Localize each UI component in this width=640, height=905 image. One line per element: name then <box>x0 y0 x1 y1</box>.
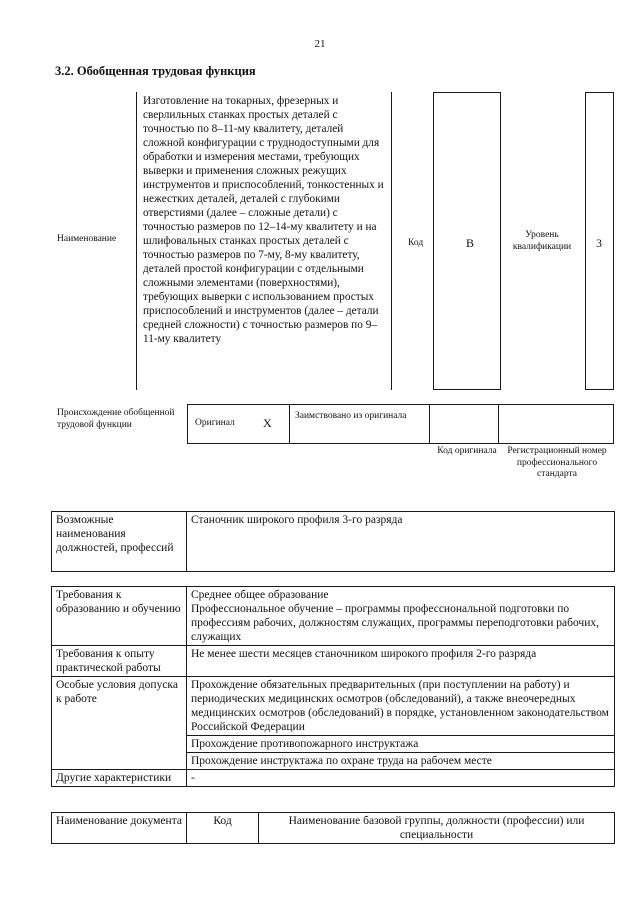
gtf-name-text: Изготовление на токарных, фрезерных и сверлильных станках простых деталей с точностью по 8–11-му квалитету, деталей сложной конфигурации с труднодоступными для обработки и измерения местами, требующих выверки и применения сложных режущих инструментов и приспособлений, тонкостенных и нежестких деталей, деталей с глубокими отверстиями (далее – сложные детали) с точностью размеров по 12–14-му квалитету и на шлифовальных станках простых деталей с точностью размеров по 7-му, 8-му квалитету, деталей простой конфигурации с отдельными сложными элементами (поверхностями), требующих выверки с использованием простых приспособлений и инструментов (далее – детали средней сложности) с точностью размеров по 9–11-му квалитету <box>136 92 392 390</box>
positions-value: Станочник широкого профиля 3-го разряда <box>187 512 615 572</box>
doc-col-group: Наименование базовой группы, должности (профессии) или специальности <box>259 813 615 844</box>
other-value: - <box>187 770 615 787</box>
origin-original-mark: X <box>263 416 272 430</box>
origin-reg-number-label: Регистрационный номер профессионального стандарта <box>507 446 607 479</box>
special-conditions-label: Особые условия допуска к работе <box>52 677 187 770</box>
gtf-code-label: Код <box>408 238 424 248</box>
doc-col-name: Наименование документа <box>52 813 187 844</box>
experience-label: Требования к опыту практической работы <box>52 646 187 677</box>
origin-borrowed-label: Заимствовано из оригинала <box>295 411 407 421</box>
origin-original-label: Оригинал <box>195 418 235 428</box>
education-label: Требования к образованию и обучению <box>52 587 187 646</box>
gtf-level-label: Уровень квалификации <box>512 230 572 252</box>
positions-table <box>51 511 615 572</box>
origin-code-cell <box>430 405 499 443</box>
page-number: 21 <box>314 38 326 50</box>
positions-label: Возможные наименования должностей, профессий <box>52 512 187 572</box>
education-line-professional: Профессиональное обучение – программы профессиональной подготовки по профессиям рабочих, должностям служащих, программы переподготовки рабочих, служащих <box>191 603 599 643</box>
experience-value: Не менее шести месяцев станочником широкого профиля 2-го разряда <box>187 646 615 677</box>
doc-col-code: Код <box>187 813 259 844</box>
gtf-code-value: В <box>466 236 475 250</box>
education-line-general: Среднее общее образование <box>191 589 329 601</box>
document-table <box>51 812 615 844</box>
other-label: Другие характеристики <box>52 770 187 787</box>
origin-borrowed-cell <box>290 405 430 443</box>
origin-row <box>187 404 614 444</box>
special-condition-fire: Прохождение противопожарного инструктажа <box>187 736 615 753</box>
origin-label: Происхождение обобщенной трудовой функции <box>57 408 175 430</box>
special-condition-medical: Прохождение обязательных предварительных (при поступлении на работу) и периодических медицинских осмотров (обследований), а также внеочередных медицинских осмотров (обследований) в порядке, установленном законодательством Российской Федерации <box>187 677 615 736</box>
origin-code-original-label: Код оригинала <box>437 446 497 456</box>
requirements-table <box>51 586 615 787</box>
gtf-level-value: 3 <box>596 236 602 250</box>
origin-original-cell <box>188 405 290 443</box>
gtf-name-label: Наименование <box>57 234 117 244</box>
education-value <box>187 587 615 646</box>
section-title: 3.2. Обобщенная трудовая функция <box>55 64 256 78</box>
special-condition-safety: Прохождение инструктажа по охране труда на рабочем месте <box>187 753 615 770</box>
